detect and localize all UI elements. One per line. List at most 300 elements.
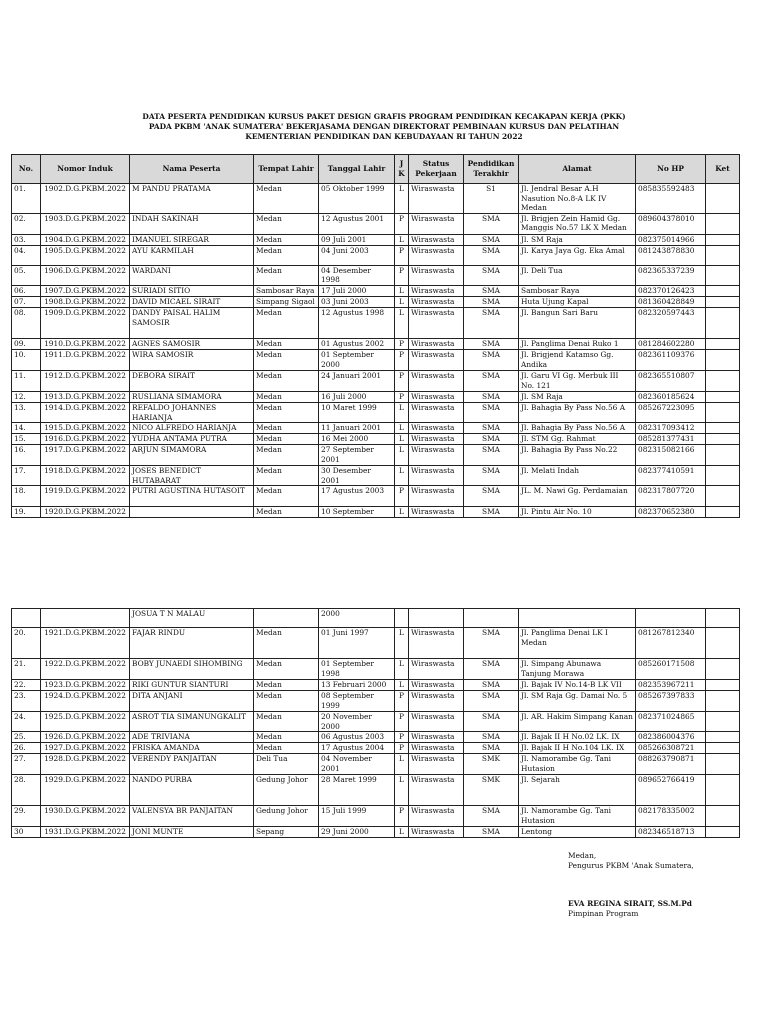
table-row [12, 827, 740, 838]
cell-status: Wiraswasta [409, 370, 464, 391]
cell-no-hp: 082320597443 [636, 307, 706, 338]
cell-tempat-lahir: Sambosar Raya [254, 285, 319, 296]
cell-ket [706, 507, 740, 518]
cell-jk: L [395, 466, 409, 486]
cell-alamat: Jl. Brigjend Katamso Gg. Andika [519, 349, 636, 370]
cell-tempat-lahir: Medan [254, 486, 319, 507]
cell-alamat: Jl. Sejarah [519, 775, 636, 806]
cell-ket [706, 466, 740, 486]
cell-no: 07. [12, 296, 41, 307]
cell-no: 04. [12, 245, 41, 265]
cell-jk: L [395, 680, 409, 691]
cell-no: 09. [12, 338, 41, 349]
cell-tanggal-lahir: 04 Desember 1998 [319, 265, 395, 285]
cell-tempat-lahir: Medan [254, 265, 319, 285]
cell-nama: ADE TRIVIANA [130, 732, 254, 743]
participants-table-continued [11, 608, 740, 838]
cell-tempat-lahir: Medan [254, 245, 319, 265]
cell-nomor-induk: 1908.D.G.PKBM.2022 [41, 296, 130, 307]
cell-no-hp: 085835592483 [636, 184, 706, 214]
cell-nomor-induk: 1930.D.G.PKBM.2022 [41, 806, 130, 827]
cell-no: 30 [12, 827, 41, 838]
cell-jk: P [395, 806, 409, 827]
cell-alamat: Sambosar Raya [519, 285, 636, 296]
table-row [12, 691, 740, 712]
cell-status: Wiraswasta [409, 466, 464, 486]
signature-place: Medan, [568, 851, 597, 860]
participants-table [11, 154, 740, 518]
table-row [12, 732, 740, 743]
cell-tanggal-lahir: 09 Juli 2001 [319, 234, 395, 245]
cell-nomor-induk: 1902.D.G.PKBM.2022 [41, 184, 130, 214]
cell-no-hp: 081267812340 [636, 628, 706, 659]
cell-no: 17. [12, 466, 41, 486]
cell-jk: P [395, 486, 409, 507]
cell-no-hp: 082377410591 [636, 466, 706, 486]
cell-pendidikan: SMA [464, 234, 519, 245]
cell-tempat-lahir: Medan [254, 466, 319, 486]
cell-no: 20. [12, 628, 41, 659]
cell-tempat-lahir: Medan [254, 402, 319, 422]
cell-tempat-lahir: Medan [254, 712, 319, 732]
header-no: No. [12, 155, 41, 184]
cell-alamat: Huta Ujung Kapal [519, 296, 636, 307]
cell-jk: P [395, 743, 409, 754]
cell-no-hp: 082178335002 [636, 806, 706, 827]
cell-tempat-lahir: Medan [254, 213, 319, 234]
table-row [12, 234, 740, 245]
title-line-3: KEMENTERIAN PENDIDIKAN DAN KEBUDAYAAN RI TAHUN 2022 [245, 132, 523, 141]
cell-jk: L [395, 827, 409, 838]
cell-ket [706, 754, 740, 775]
cell-nama: SURIADI SITIO [130, 285, 254, 296]
cell-no: 25. [12, 732, 41, 743]
cell-status: Wiraswasta [409, 213, 464, 234]
cell-nomor-induk: 1925.D.G.PKBM.2022 [41, 712, 130, 732]
cell-tanggal-lahir: 05 Oktober 1999 [319, 184, 395, 214]
cell-alamat: JL. M. Nawi Gg. Perdamaian [519, 486, 636, 507]
cell-jk: P [395, 213, 409, 234]
table-row [12, 659, 740, 680]
signature-role: Pimpinan Program [568, 909, 639, 918]
cell-nomor-induk: 1921.D.G.PKBM.2022 [41, 628, 130, 659]
cell-status: Wiraswasta [409, 754, 464, 775]
cell-status: Wiraswasta [409, 775, 464, 806]
cell-nama: DANDY PAISAL HALIM SAMOSIR [130, 307, 254, 338]
cell-tanggal-lahir: 12 Agustus 2001 [319, 213, 395, 234]
cell-no-hp: 082386004376 [636, 732, 706, 743]
table-row [12, 423, 740, 434]
cell-ket [706, 434, 740, 445]
cell-nomor-induk: 1906.D.G.PKBM.2022 [41, 265, 130, 285]
cell-jk: L [395, 402, 409, 422]
cell-nomor-induk: 1931.D.G.PKBM.2022 [41, 827, 130, 838]
cell-no: 08. [12, 307, 41, 338]
cell-no: 14. [12, 423, 41, 434]
cell-tempat-lahir: Medan [254, 691, 319, 712]
cell-no-hp: 082370126423 [636, 285, 706, 296]
cell-no: 16. [12, 445, 41, 466]
cell-pendidikan: SMA [464, 296, 519, 307]
cell-ket [706, 234, 740, 245]
table-row [12, 754, 740, 775]
title-line-1: DATA PESERTA PENDIDIKAN KURSUS PAKET DESIGN GRAFIS PROGRAM PENDIDIKAN KECAKAPAN KERJA (PKK) [142, 112, 626, 121]
table-row [12, 434, 740, 445]
table-body [12, 184, 740, 518]
cell-jk: L [395, 234, 409, 245]
cell-alamat: Jl. STM Gg. Rahmat [519, 434, 636, 445]
cell-tanggal-lahir: 06 Agustus 2003 [319, 732, 395, 743]
cell-nama: ARJUN SIMAMORA [130, 445, 254, 466]
cell-no-hp: 082365337239 [636, 265, 706, 285]
cell-no-hp: 085260171508 [636, 659, 706, 680]
cell-no: 06. [12, 285, 41, 296]
cell-tempat-lahir: Medan [254, 184, 319, 214]
cell-tempat-lahir: Medan [254, 338, 319, 349]
cell-ket [706, 285, 740, 296]
cell-jk: P [395, 712, 409, 732]
cell-pendidikan: SMK [464, 754, 519, 775]
cell-no: 22. [12, 680, 41, 691]
cell-tanggal-lahir: 16 Mei 2000 [319, 434, 395, 445]
table-row [12, 265, 740, 285]
cell-no-hp: 085281377431 [636, 434, 706, 445]
table-row [12, 349, 740, 370]
cell-pendidikan: SMA [464, 507, 519, 518]
cell-ket [706, 391, 740, 402]
cell-nama: DEBORA SIRAIT [130, 370, 254, 391]
cell-tanggal-lahir: 27 September 2001 [319, 445, 395, 466]
cell-tanggal-lahir: 17 Juli 2000 [319, 285, 395, 296]
cell-status: Wiraswasta [409, 307, 464, 338]
cell-no-hp: 082317093412 [636, 423, 706, 434]
cell-pendidikan: SMA [464, 628, 519, 659]
cell-nama: REFALDO JOHANNES HARIANJA [130, 402, 254, 422]
cell-nama: DAVID MICAEL SIRAIT [130, 296, 254, 307]
cell-alamat: Jl. SM Raja [519, 234, 636, 245]
cell-status: Wiraswasta [409, 391, 464, 402]
cell-nomor-induk: 1919.D.G.PKBM.2022 [41, 486, 130, 507]
cell-tanggal-lahir: 13 Februari 2000 [319, 680, 395, 691]
cell-nomor-induk: 1912.D.G.PKBM.2022 [41, 370, 130, 391]
cell-no: 28. [12, 775, 41, 806]
table-row [12, 296, 740, 307]
table-row [12, 184, 740, 214]
cell-pendidikan: SMA [464, 445, 519, 466]
cell-alamat: Jl. Bajak II H No.104 LK. IX [519, 743, 636, 754]
cell-pendidikan: SMA [464, 213, 519, 234]
table-row [12, 370, 740, 391]
cell-alamat: Jl. Pintu Air No. 10 [519, 507, 636, 518]
cell-nama: ASROT TIA SIMANUNGKALIT [130, 712, 254, 732]
cell-tempat-lahir: Gedung Johor [254, 806, 319, 827]
cell-no-hp: 089604378010 [636, 213, 706, 234]
cell-tanggal-lahir: 10 Maret 1999 [319, 402, 395, 422]
cell-tanggal-lahir: 11 Januari 2001 [319, 423, 395, 434]
cell-status: Wiraswasta [409, 349, 464, 370]
cell-no: 21. [12, 659, 41, 680]
cell-nama: YUDHA ANTAMA PUTRA [130, 434, 254, 445]
table-row [12, 680, 740, 691]
cell-tanggal-lahir: 24 Januari 2001 [319, 370, 395, 391]
table-row [12, 307, 740, 338]
cell-jk: L [395, 423, 409, 434]
cell-nama: JONI MUNTE [130, 827, 254, 838]
cell-jk: L [395, 445, 409, 466]
cell-jk: L [395, 296, 409, 307]
cell-status: Wiraswasta [409, 423, 464, 434]
cell-alamat: Jl. Panglima Denai Ruko 1 [519, 338, 636, 349]
cell-jk: P [395, 732, 409, 743]
cell-tempat-lahir: Medan [254, 370, 319, 391]
header-ket: Ket [706, 155, 740, 184]
cell-jk: L [395, 184, 409, 214]
cell-no: 19. [12, 507, 41, 518]
cell-nomor-induk: 1907.D.G.PKBM.2022 [41, 285, 130, 296]
cell-alamat: Jl. Panglima Denai LK I Medan [519, 628, 636, 659]
cell-ket [706, 213, 740, 234]
cell-nomor-induk: 1920.D.G.PKBM.2022 [41, 507, 130, 518]
cell-ket [706, 712, 740, 732]
header-no-hp: No HP [636, 155, 706, 184]
cell-no: 15. [12, 434, 41, 445]
cell-tanggal-lahir: 01 Juni 1997 [319, 628, 395, 659]
cell-ket [706, 370, 740, 391]
cell-no-hp: 082370652380 [636, 507, 706, 518]
cell-no-hp: 082346518713 [636, 827, 706, 838]
cell-jk: L [395, 307, 409, 338]
signature-name: EVA REGINA SIRAIT, SS.M.Pd [568, 899, 692, 908]
cell-pendidikan: SMA [464, 659, 519, 680]
cell-nama: FAJAR RINDU [130, 628, 254, 659]
cell-tanggal-lahir: 04 Juni 2003 [319, 245, 395, 265]
cell-status: Wiraswasta [409, 184, 464, 214]
cell-nama: M PANDU PRATAMA [130, 184, 254, 214]
table-row [12, 743, 740, 754]
cell-ket [706, 265, 740, 285]
cell-nomor-induk: 1923.D.G.PKBM.2022 [41, 680, 130, 691]
cell-pendidikan: SMA [464, 402, 519, 422]
cell-nomor-induk: 1904.D.G.PKBM.2022 [41, 234, 130, 245]
header-nomor-induk: Nomor Induk [41, 155, 130, 184]
cell-pendidikan: SMA [464, 827, 519, 838]
cell-no-hp: 082371024865 [636, 712, 706, 732]
table-row [12, 402, 740, 422]
cell-tempat-lahir: Medan [254, 507, 319, 518]
cell-status: Wiraswasta [409, 628, 464, 659]
cell-jk: P [395, 338, 409, 349]
cell-ket [706, 296, 740, 307]
cell-alamat: Jl. Namorambe Gg. Tani Hutasion [519, 754, 636, 775]
cell-nomor-induk: 1926.D.G.PKBM.2022 [41, 732, 130, 743]
cell-ket [706, 445, 740, 466]
table-header [12, 155, 740, 184]
cell-nomor-induk: 1916.D.G.PKBM.2022 [41, 434, 130, 445]
cell-no: 11. [12, 370, 41, 391]
cell-no-hp: 085266308721 [636, 743, 706, 754]
cell-pendidikan: SMA [464, 466, 519, 486]
cell-nama: WARDANI [130, 265, 254, 285]
cell-no: 29. [12, 806, 41, 827]
cell-tempat-lahir: Gedung Johor [254, 775, 319, 806]
cell-nama: RUSLIANA SIMAMORA [130, 391, 254, 402]
cell-tanggal-lahir: 01 September 1998 [319, 659, 395, 680]
cell-jk: P [395, 349, 409, 370]
cell-jk: L [395, 285, 409, 296]
cell-status: Wiraswasta [409, 732, 464, 743]
cell-ket [706, 827, 740, 838]
cell-alamat: Lentong [519, 827, 636, 838]
cell-status: Wiraswasta [409, 445, 464, 466]
cell-alamat: Jl. Bahagia By Pass No.22 [519, 445, 636, 466]
cell-jk: P [395, 370, 409, 391]
cell-tempat-lahir: Medan [254, 234, 319, 245]
cell-nomor-induk: 1911.D.G.PKBM.2022 [41, 349, 130, 370]
cell-alamat: Jl. SM Raja [519, 391, 636, 402]
cell-status: Wiraswasta [409, 265, 464, 285]
cell-no-hp: 081360428849 [636, 296, 706, 307]
cell-nomor-induk: 1929.D.G.PKBM.2022 [41, 775, 130, 806]
cell-no-hp: 082315082166 [636, 445, 706, 466]
cell-alamat: Jl. Brigjen Zein Hamid Gg. Manggis No.57 LK X Medan [519, 213, 636, 234]
cell-tanggal-lahir: 29 Juni 2000 [319, 827, 395, 838]
cell-pendidikan: SMA [464, 285, 519, 296]
cell-alamat: Jl. Melati Indah [519, 466, 636, 486]
cell-ket [706, 691, 740, 712]
cell-status: Wiraswasta [409, 296, 464, 307]
cell-tanggal-lahir: 17 Agustus 2004 [319, 743, 395, 754]
cell-pendidikan: SMK [464, 775, 519, 806]
cell-pendidikan: SMA [464, 338, 519, 349]
cell-pendidikan: SMA [464, 265, 519, 285]
table-row [12, 338, 740, 349]
cell-tempat-lahir: Medan [254, 307, 319, 338]
cell-nomor-induk: 1915.D.G.PKBM.2022 [41, 423, 130, 434]
cell-nama: VALENSYA BR PANJAITAN [130, 806, 254, 827]
cell-jk: P [395, 391, 409, 402]
signature-org: Pengurus PKBM 'Anak Sumatera, [568, 861, 694, 870]
cell-nama: JOSUA T N MALAU [130, 609, 254, 628]
table-row [12, 445, 740, 466]
cell-tempat-lahir: Medan [254, 434, 319, 445]
cell-no-hp: 088263790871 [636, 754, 706, 775]
cell-alamat: Jl. Namorambe Gg. Tani Hutasion [519, 806, 636, 827]
cell-no-hp: 082375014966 [636, 234, 706, 245]
cell-ket [706, 349, 740, 370]
cell-tempat-lahir: Medan [254, 423, 319, 434]
cell-no-hp: 089652766419 [636, 775, 706, 806]
cell-jk: L [395, 754, 409, 775]
cell-tanggal-lahir: 15 Juli 1999 [319, 806, 395, 827]
cell-ket [706, 486, 740, 507]
cell-nama: BOBY JUNAEDI SIHOMBING [130, 659, 254, 680]
cell-tempat-lahir: Sepang [254, 827, 319, 838]
table-row [12, 507, 740, 518]
cell-ket [706, 307, 740, 338]
cell-status: Wiraswasta [409, 234, 464, 245]
cell-status: Wiraswasta [409, 827, 464, 838]
cell-pendidikan: SMA [464, 349, 519, 370]
cell-ket [706, 184, 740, 214]
cell-ket [706, 732, 740, 743]
cell-jk: L [395, 775, 409, 806]
cell-status: Wiraswasta [409, 712, 464, 732]
cell-no-hp: 082360185624 [636, 391, 706, 402]
cell-alamat: Jl. Bajak IV No.14-B LK VII [519, 680, 636, 691]
cell-status: Wiraswasta [409, 486, 464, 507]
cell-jk: L [395, 434, 409, 445]
cell-no: 24. [12, 712, 41, 732]
cell-nama: IMANUEL SIREGAR [130, 234, 254, 245]
cell-tanggal-lahir: 20 November 2000 [319, 712, 395, 732]
cell-status: Wiraswasta [409, 806, 464, 827]
cell-tanggal-lahir: 04 November 2001 [319, 754, 395, 775]
cell-alamat: Jl. AR. Hakim Simpang Kanan [519, 712, 636, 732]
cell-tanggal-lahir: 17 Agustus 2003 [319, 486, 395, 507]
cell-nomor-induk: 1903.D.G.PKBM.2022 [41, 213, 130, 234]
cell-pendidikan: SMA [464, 680, 519, 691]
cell-tempat-lahir: Medan [254, 732, 319, 743]
cell-tanggal-lahir: 01 September 2000 [319, 349, 395, 370]
cell-pendidikan: SMA [464, 391, 519, 402]
cell-ket [706, 423, 740, 434]
cell-pendidikan: SMA [464, 691, 519, 712]
table-row [12, 806, 740, 827]
cell-pendidikan: SMA [464, 806, 519, 827]
cell-ket [706, 680, 740, 691]
cell-alamat: Jl. Garu VI Gg. Merbuk III No. 121 [519, 370, 636, 391]
cell-tanggal-lahir: 10 September [319, 507, 395, 518]
cell-ket [706, 659, 740, 680]
table-row [12, 391, 740, 402]
cell-pendidikan: SMA [464, 743, 519, 754]
cell-nama: AYU KARMILAH [130, 245, 254, 265]
cell-alamat: Jl. Karya Jaya Gg. Eka Amal [519, 245, 636, 265]
cell-nomor-induk: 1914.D.G.PKBM.2022 [41, 402, 130, 422]
cell-no-hp: 085267223095 [636, 402, 706, 422]
cell-pendidikan: SMA [464, 486, 519, 507]
cell-ket [706, 775, 740, 806]
cell-nama: RIKI GUNTUR SIANTURI [130, 680, 254, 691]
cell-nomor-induk: 1909.D.G.PKBM.2022 [41, 307, 130, 338]
cell-jk: P [395, 265, 409, 285]
cell-ket [706, 628, 740, 659]
cell-tanggal-lahir: 01 Agustus 2002 [319, 338, 395, 349]
cell-status: Wiraswasta [409, 743, 464, 754]
cell-pendidikan: SMA [464, 434, 519, 445]
cell-pendidikan: SMA [464, 245, 519, 265]
cell-nomor-induk: 1913.D.G.PKBM.2022 [41, 391, 130, 402]
cell-alamat: Jl. Bahagia By Pass No.56 A [519, 402, 636, 422]
cell-status: Wiraswasta [409, 434, 464, 445]
cell-tempat-lahir: Deli Tua [254, 754, 319, 775]
cell-nama: NICO ALFREDO HARIANJA [130, 423, 254, 434]
table-row [12, 213, 740, 234]
cell-jk: L [395, 628, 409, 659]
cell-nama: WIRA SAMOSIR [130, 349, 254, 370]
header-jk: JK [395, 155, 409, 184]
header-nama: Nama Peserta [130, 155, 254, 184]
cell-status: Wiraswasta [409, 507, 464, 518]
cell-jk: L [395, 659, 409, 680]
cell-tempat-lahir: Medan [254, 680, 319, 691]
header-alamat: Alamat [519, 155, 636, 184]
cell-tanggal-lahir: 08 September 1999 [319, 691, 395, 712]
cell-pendidikan: SMA [464, 307, 519, 338]
cell-no-hp: 081284602280 [636, 338, 706, 349]
cell-jk: L [395, 507, 409, 518]
cell-tempat-lahir: Medan [254, 628, 319, 659]
